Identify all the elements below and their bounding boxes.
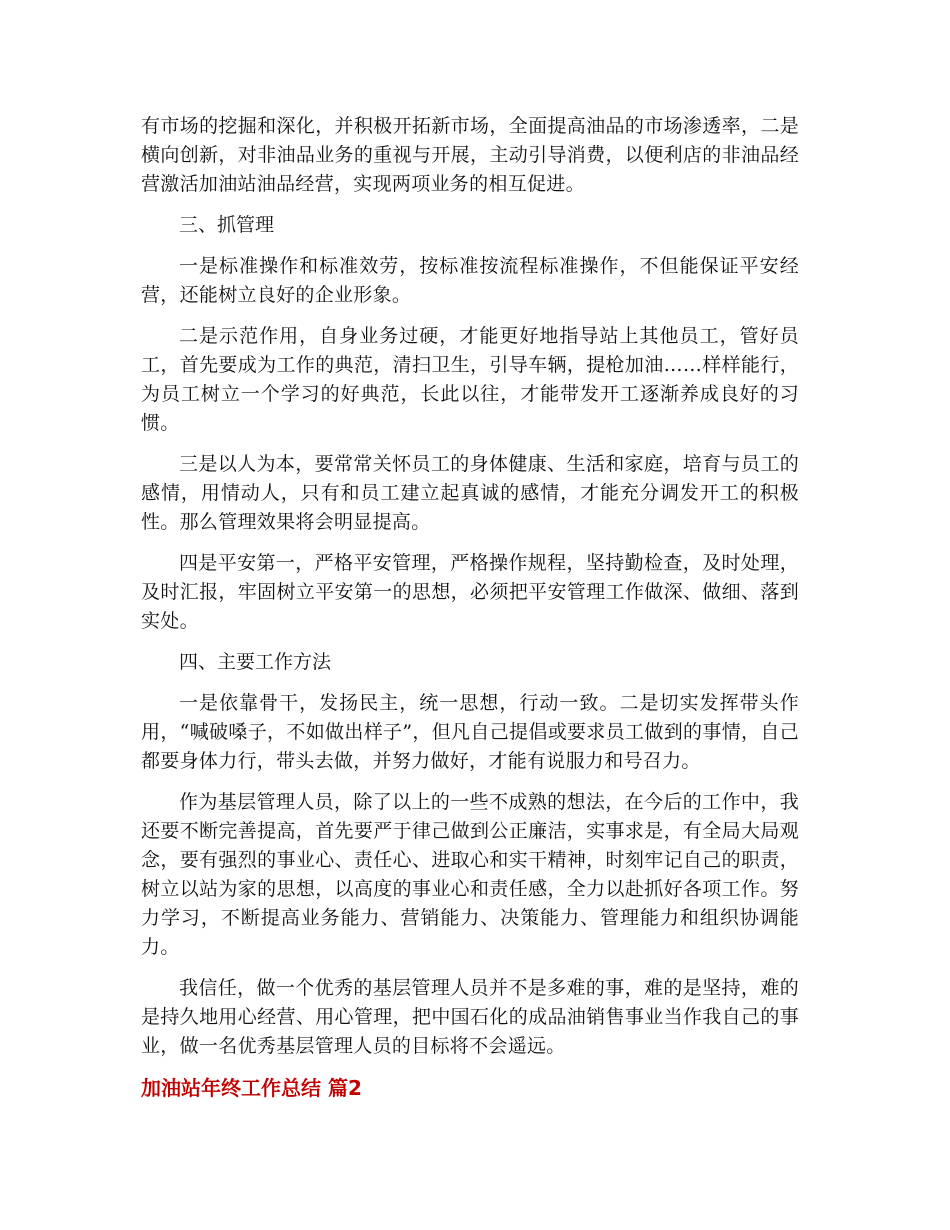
paragraph-standard-operation: 一是标准操作和标准效劳，按标准按流程标准操作，不但能保证平安经营，还能树立良好的企业形象。 bbox=[141, 255, 799, 306]
heading-management: 三、抓管理 bbox=[179, 214, 275, 236]
section-title: 加油站年终工作总结 篇2 bbox=[141, 1076, 362, 1100]
paragraph-safety-first: 四是平安第一，严格平安管理，严格操作规程，坚持勤检查，及时处理，及时汇报，牢固树立平安第一的思想，必须把平安管理工作做深、做细、落到实处。 bbox=[141, 552, 799, 632]
paragraph-continuation: 有市场的挖掘和深化，并积极开拓新市场，全面提高油品的市场渗透率，二是横向创新，对非油品业务的重视与开展，主动引导消费，以便利店的非油品经营激活加油站油品经营，实现两项业务的相互促进。 bbox=[141, 115, 799, 195]
paragraph-conclusion: 我信任，做一个优秀的基层管理人员并不是多难的事，难的是坚持，难的是持久地用心经营、用心管理，把中国石化的成品油销售事业当作我自己的事业，做一名优秀基层管理人员的目标将不会遥远。 bbox=[141, 977, 799, 1057]
paragraph-self-improvement: 作为基层管理人员，除了以上的一些不成熟的想法，在今后的工作中，我还要不断完善提高，首先要严于律己做到公正廉洁，实事求是，有全局大局观念，要有强烈的事业心、责任心、进取心和实干精神，时刻牢记自己的职责，树立以站为家的思想，以高度的事业心和责任感，全力以赴抓好各项工作。努力学习，不断提高业务能力、营销能力、决策能力、管理能力和组织协调能力。 bbox=[141, 791, 799, 958]
paragraph-backbone: 一是依靠骨干，发扬民主，统一思想，行动一致。二是切实发挥带头作用，“喊破嗓子，不如做出样子”，但凡自己提倡或要求员工做到的事情，自己都要身体力行，带头去做，并努力做好，才能有说服力和号召力。 bbox=[141, 692, 799, 772]
heading-work-methods: 四、主要工作方法 bbox=[179, 651, 332, 673]
paragraph-demonstration: 二是示范作用，自身业务过硬，才能更好地指导站上其他员工，管好员工，首先要成为工作的典范，清扫卫生，引导车辆，提枪加油……样样能行，为员工树立一个学习的好典范，长此以往，才能带发开工逐渐养成良好的习惯。 bbox=[141, 325, 799, 434]
paragraph-people-oriented: 三是以人为本，要常常关怀员工的身体健康、生活和家庭，培育与员工的感情，用情动人，只有和员工建立起真诚的感情，才能充分调发开工的积极性。那么管理效果将会明显提高。 bbox=[141, 453, 799, 533]
document-body bbox=[141, 112, 799, 1103]
